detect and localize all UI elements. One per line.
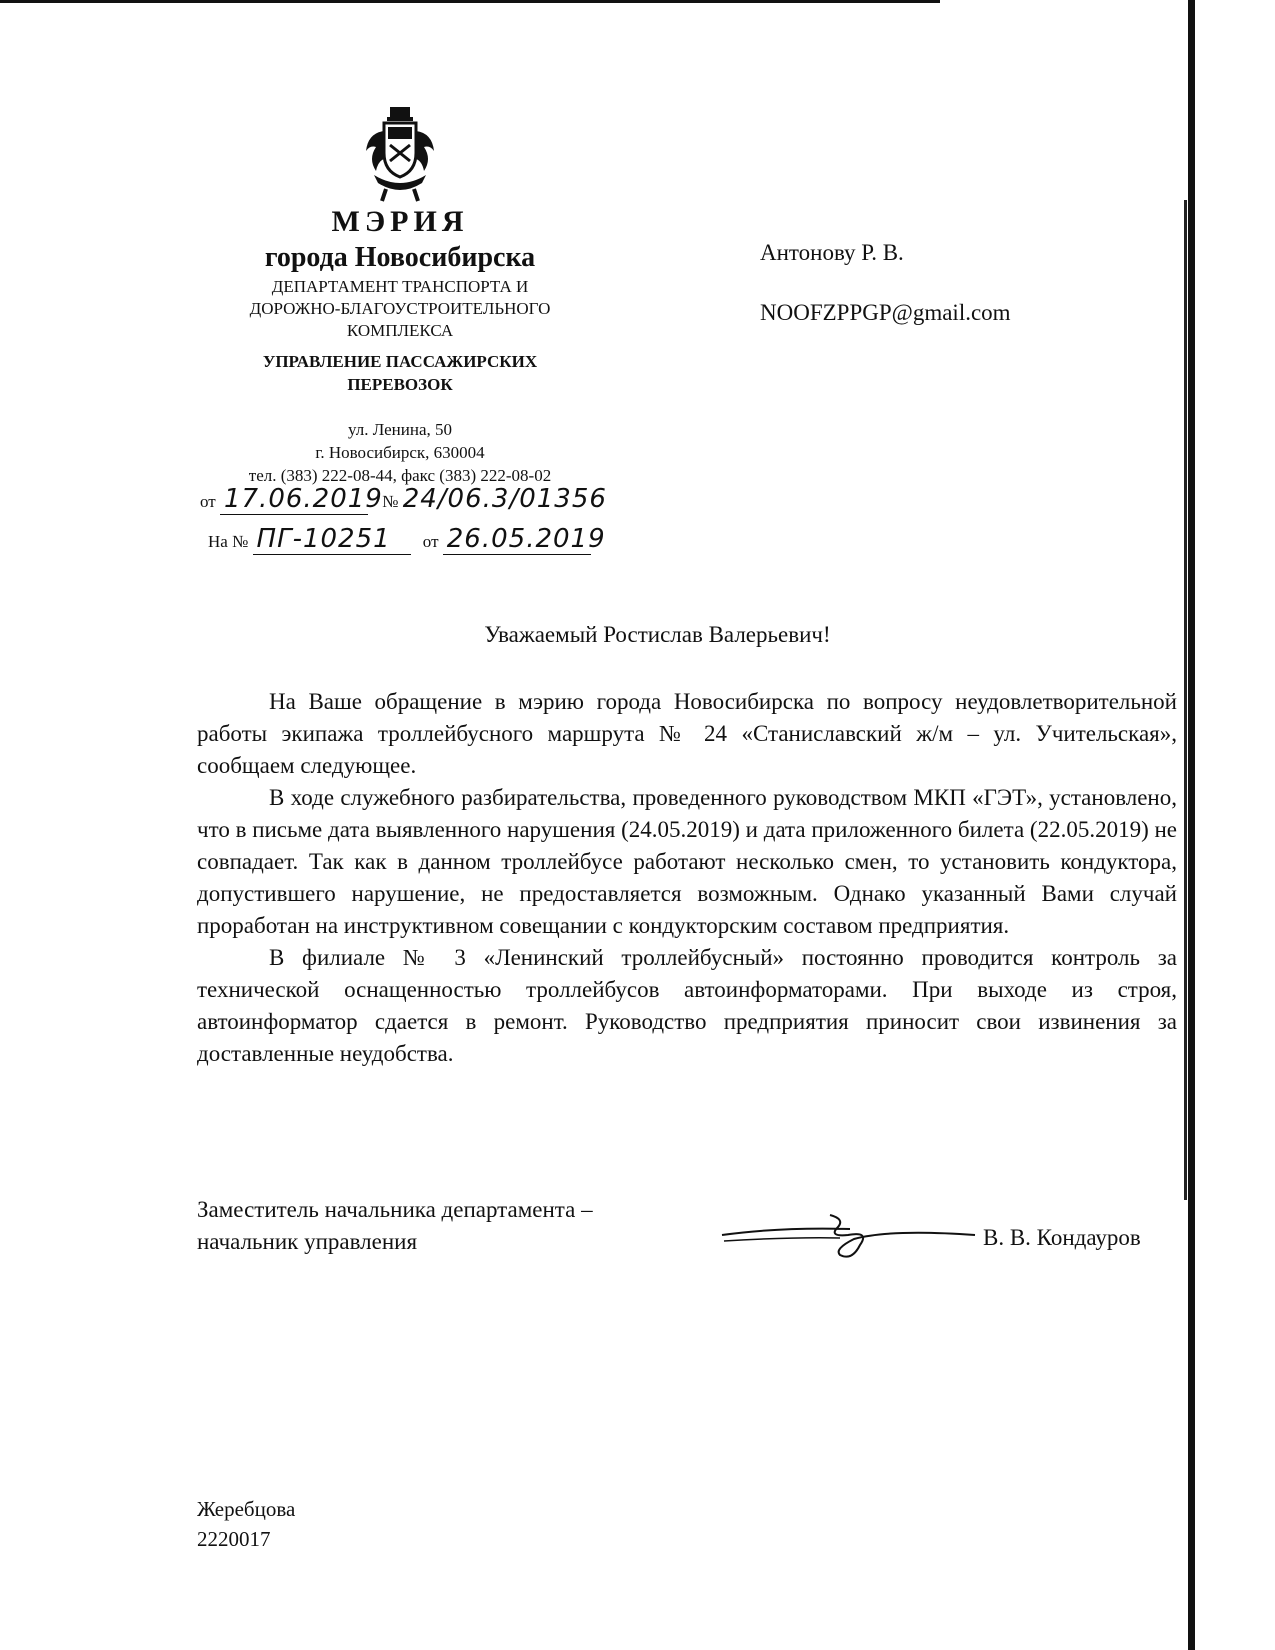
signatory-title <box>197 1194 593 1258</box>
executor-info <box>197 1494 295 1554</box>
handwritten-signature <box>720 1205 980 1265</box>
department-line: ДЕПАРТАМЕНТ ТРАНСПОРТА И <box>271 277 529 296</box>
city-coat-of-arms-icon <box>360 105 440 205</box>
date-label: от <box>200 492 216 511</box>
scan-edge-right-inner <box>1184 200 1187 1200</box>
org-address <box>185 418 615 487</box>
outgoing-reference <box>200 484 607 515</box>
scan-edge-right <box>1188 0 1195 1650</box>
scan-edge-top <box>0 0 940 3</box>
division-line: УПРАВЛЕНИЕ ПАССАЖИРСКИХ <box>262 352 538 371</box>
reply-date: 26.05.2019 <box>443 524 591 555</box>
greeting: Уважаемый Ростислав Валерьевич! <box>484 622 831 647</box>
number-label: № <box>382 492 399 511</box>
org-city: города Новосибирска <box>264 242 536 273</box>
department-name <box>185 276 615 342</box>
body-paragraph: В ходе служебного разбирательства, проведенного руководством МКП «ГЭТ», установлено, что в письме дата выявленного нарушения (24.05.2019) и дата приложенного билета (22.05.2019) не совпадает. Так как в данном троллейбусе работают несколько смен, то установить кондуктора, допустившего нарушение, не предоставляется возможным. Однако указанный Вами случай проработан на инструктивном совещании с кондукторским составом предприятия. <box>197 785 1177 938</box>
reply-date-label: от <box>422 532 439 551</box>
address-line: г. Новосибирск, 630004 <box>315 443 485 462</box>
address-line: ул. Ленина, 50 <box>347 420 453 439</box>
division-line: ПЕРЕВОЗОК <box>347 375 453 394</box>
executor-phone: 2220017 <box>197 1527 271 1551</box>
division-name <box>185 350 615 396</box>
reply-number: ПГ-10251 <box>253 524 411 555</box>
outgoing-date: 17.06.2019 <box>220 484 368 515</box>
incoming-reference <box>208 524 606 555</box>
org-name: МЭРИЯ <box>331 205 469 238</box>
reply-number-label: На № <box>208 532 249 551</box>
body-paragraph: В филиале № 3 «Ленинский троллейбусный» постоянно проводится контроль за технической оснащенностью троллейбусов автоинформаторами. При выходе из строя, автоинформатор сдается в ремонт. Руководство предприятия приносит свои извинения за доставленные неудобства. <box>197 945 1177 1066</box>
executor-name: Жеребцова <box>197 1497 296 1521</box>
outgoing-number: 24/06.3/01356 <box>402 484 607 514</box>
signatory-title-line: Заместитель начальника департамента – <box>197 1197 593 1222</box>
signatory-name: В. В. Кондауров <box>983 1225 1141 1250</box>
body-paragraph: На Ваше обращение в мэрию города Новосибирска по вопросу неудовлетворительной работы экипажа троллейбусного маршрута № 24 «Станиславский ж/м – ул. Учительская», сообщаем следующее. <box>197 689 1177 778</box>
department-line: КОМПЛЕКСА <box>346 321 454 340</box>
letter-body <box>197 686 1177 1070</box>
signatory-title-line: начальник управления <box>197 1229 418 1254</box>
recipient-email: NOOFZPPGP@gmail.com <box>760 300 1011 325</box>
recipient-name: Антонову Р. В. <box>760 240 904 265</box>
address-line: тел. (383) 222-08-44, факс (383) 222-08-02 <box>248 466 552 485</box>
department-line: ДОРОЖНО-БЛАГОУСТРОИТЕЛЬНОГО <box>249 299 551 318</box>
